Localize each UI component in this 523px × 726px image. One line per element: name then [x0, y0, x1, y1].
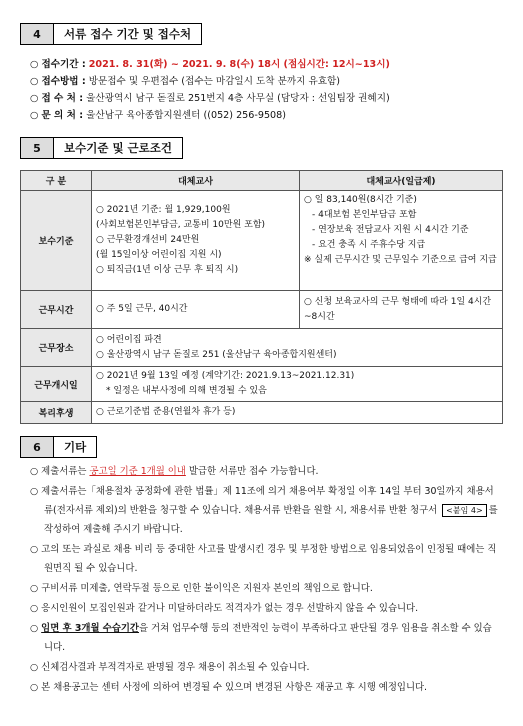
- table-header: 구 분: [21, 171, 92, 191]
- list-item: ○ 고의 또는 과실로 채용 비리 등 중대한 사고를 발생시킨 경우 및 부정한 방법으로 임용되었음이 인정될 때에는 직원면직 될 수 있습니다.: [30, 544, 497, 574]
- list-item: ○ 접수기간 : 2021. 8. 31(화) ~ 2021. 9. 8(수) 18시 (점심시간: 12시~13시): [30, 59, 390, 70]
- table-header: 대체교사: [92, 171, 300, 191]
- table-cell: ○ 신청 보육교사의 근무 형태에 따라 1일 4시간~8시간: [300, 291, 503, 329]
- list-item: ○ 제출서류는 공고일 기준 1개월 이내 발급한 서류만 접수 가능합니다.: [30, 466, 319, 477]
- conditions-table: [20, 170, 503, 424]
- table-cell: ○ 일 83,140원(8시간 기준) - 4대보험 본인부담금 포함 - 연장보육 전담교사 지원 시 4시간 기준 - 요건 충족 시 주휴수당 지급 ※ 실제 근무시간 및 근무일수 기준으로 급여 지급: [300, 191, 503, 291]
- section-5-header: [20, 137, 183, 159]
- section-title: 기타: [54, 436, 97, 458]
- list-item: ○ 접 수 처 : 울산광역시 남구 돋질로 251번지 4층 사무실 (담당자 : 선임팀장 권혜지): [30, 93, 390, 104]
- table-cell: ○ 2021년 9월 13일 예정 (계약기간: 2021.9.13~2021.12.31) * 일정은 내부사정에 의해 변경될 수 있음: [92, 367, 503, 402]
- table-cell: ○ 주 5일 근무, 40시간: [92, 291, 300, 329]
- row-label: 근무개시일: [21, 367, 92, 402]
- section-number: 4: [20, 23, 54, 45]
- section-number: 5: [20, 137, 54, 159]
- table-row: [21, 367, 503, 402]
- table-cell: ○ 근로기준법 준용(연월차 휴가 등): [92, 402, 503, 424]
- list-item: ○ 구비서류 미제출, 연락두절 등으로 인한 불이익은 지원자 본인의 책임으로 합니다.: [30, 583, 373, 594]
- section-title: 보수기준 및 근로조건: [54, 137, 183, 159]
- table-row: [21, 291, 503, 329]
- table-cell: ○ 2021년 기준: 월 1,929,100원 (사회보험본인부담금, 교통비 10만원 포함) ○ 근무환경개선비 24만원 (월 15일이상 어린이집 지원 시) ○ 퇴직금(1년 이상 근무 후 퇴직 시): [92, 191, 300, 291]
- list-item: ○ 제출서류는「채용절차 공정화에 관한 법률」제 11조에 의거 채용여부 확정일 이후 14일 부터 30일까지 채용서류(전자서류 제외)의 반환을 청구할 수 있습니다. 채용서류 반환을 원할 시, 채용서류 반환 청구서 <붙임 4> 를 작성하여 제출해 주시기 바랍니다.: [30, 486, 498, 535]
- row-label: 근무장소: [21, 329, 92, 367]
- table-header-row: [21, 171, 503, 191]
- table-header: 대체교사(일급제): [300, 171, 503, 191]
- table-row: [21, 329, 503, 367]
- table-cell: ○ 어린이집 파견 ○ 울산광역시 남구 돋질로 251 (울산남구 육아종합지원센터): [92, 329, 503, 367]
- section-title: 서류 접수 기간 및 접수처: [54, 23, 202, 45]
- section-4-header: [20, 23, 202, 45]
- row-label: 복리후생: [21, 402, 92, 424]
- row-label: 보수기준: [21, 191, 92, 291]
- list-item: ○ 임면 후 3개월 수습기간을 거쳐 업무수행 등의 전반적인 능력이 부족하다고 판단될 경우 임용을 취소할 수 있습니다.: [30, 623, 492, 653]
- section-6-header: [20, 436, 97, 458]
- application-info-list: [30, 56, 503, 124]
- notes-list: [30, 462, 499, 698]
- list-item: ○ 응시인원이 모집인원과 같거나 미달하더라도 적격자가 없는 경우 선발하지 않을 수 있습니다.: [30, 603, 419, 614]
- table-row: [21, 402, 503, 424]
- section-number: 6: [20, 436, 54, 458]
- list-item: ○ 접수방법 : 방문접수 및 우편접수 (접수는 마감일시 도착 분까지 유효함): [30, 76, 341, 87]
- list-item: ○ 신체검사결과 부적격자로 판명될 경우 채용이 취소될 수 있습니다.: [30, 662, 310, 673]
- row-label: 근무시간: [21, 291, 92, 329]
- table-row: [21, 191, 503, 291]
- list-item: ○ 문 의 처 : 울산남구 육아종합지원센터 ((052) 256-9508): [30, 110, 287, 121]
- list-item: ○ 본 채용공고는 센터 사정에 의하여 변경될 수 있으며 변경된 사항은 재공고 후 시행 예정입니다.: [30, 682, 428, 693]
